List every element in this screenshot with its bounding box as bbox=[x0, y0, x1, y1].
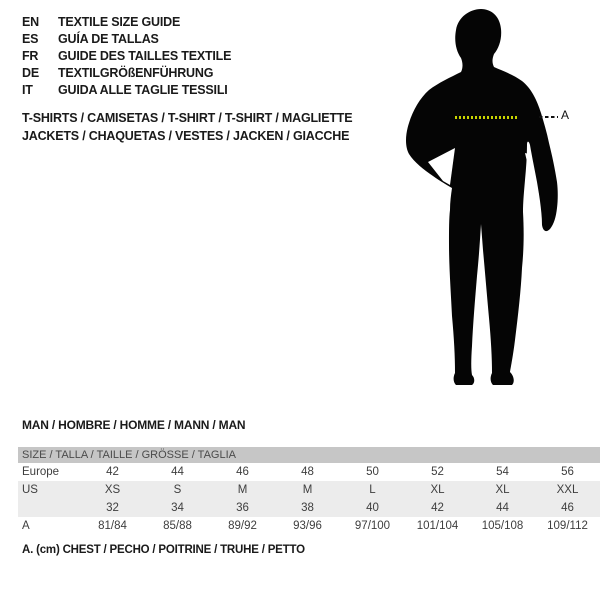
cell: 93/96 bbox=[293, 520, 322, 532]
language-code: DE bbox=[22, 65, 39, 80]
man-silhouette-figure bbox=[398, 4, 574, 392]
language-row bbox=[22, 13, 231, 30]
cell: 32 bbox=[106, 502, 119, 514]
cell: 85/88 bbox=[163, 520, 192, 532]
cell: 89/92 bbox=[228, 520, 257, 532]
size-table-header: SIZE / TALLA / TAILLE / GRÖSSE / TAGLIA bbox=[18, 447, 600, 463]
cell: 40 bbox=[366, 502, 379, 514]
cell: M bbox=[302, 484, 313, 496]
cell: 34 bbox=[171, 502, 184, 514]
cell: 44 bbox=[496, 502, 509, 514]
cell: XXL bbox=[556, 484, 579, 496]
cell: 44 bbox=[171, 466, 184, 478]
language-label: TEXTILGRÖßENFÜHRUNG bbox=[58, 65, 214, 80]
chest-measure-leader bbox=[539, 116, 558, 118]
cell: 101/104 bbox=[416, 520, 459, 532]
cell: 48 bbox=[301, 466, 314, 478]
product-line-tshirts: T-SHIRTS / CAMISETAS / T-SHIRT / T-SHIRT / MAGLIETTE bbox=[22, 111, 353, 125]
row-label: US bbox=[22, 484, 38, 496]
cell: 56 bbox=[561, 466, 574, 478]
language-code: FR bbox=[22, 48, 39, 63]
cell: 97/100 bbox=[354, 520, 391, 532]
cell: 36 bbox=[236, 502, 249, 514]
cell: XL bbox=[495, 484, 510, 496]
cell: 46 bbox=[236, 466, 249, 478]
cell: 42 bbox=[106, 466, 119, 478]
language-label: GUÍA DE TALLAS bbox=[58, 31, 159, 46]
product-categories bbox=[22, 109, 352, 145]
table-row-europe bbox=[18, 463, 600, 481]
language-row bbox=[22, 64, 231, 81]
cell: S bbox=[173, 484, 182, 496]
cell: M bbox=[237, 484, 248, 496]
size-table bbox=[18, 463, 600, 535]
language-row bbox=[22, 81, 231, 98]
language-row bbox=[22, 30, 231, 47]
language-code: EN bbox=[22, 14, 39, 29]
cell: 42 bbox=[431, 502, 444, 514]
table-row-us-numbers bbox=[18, 499, 600, 517]
cell: 50 bbox=[366, 466, 379, 478]
cell: 81/84 bbox=[98, 520, 127, 532]
cell: 52 bbox=[431, 466, 444, 478]
chest-measure-line bbox=[455, 116, 517, 119]
language-code: ES bbox=[22, 31, 39, 46]
measure-label-a: A bbox=[561, 108, 570, 122]
cell: XL bbox=[430, 484, 445, 496]
cell: 109/112 bbox=[547, 520, 588, 532]
cell: 46 bbox=[561, 502, 574, 514]
cell: 105/108 bbox=[481, 520, 524, 532]
table-row-us-letters bbox=[18, 481, 600, 499]
language-row bbox=[22, 47, 231, 64]
row-label: Europe bbox=[22, 466, 60, 478]
cell: 54 bbox=[496, 466, 509, 478]
section-title-man: MAN / HOMBRE / HOMME / MANN / MAN bbox=[22, 418, 246, 432]
language-list bbox=[22, 13, 231, 98]
language-label: GUIDA ALLE TAGLIE TESSILI bbox=[58, 82, 228, 97]
language-label: GUIDE DES TAILLES TEXTILE bbox=[58, 48, 232, 63]
cell: L bbox=[369, 484, 376, 496]
cell: XS bbox=[104, 484, 121, 496]
table-row-chest-a bbox=[18, 517, 600, 535]
row-label: A bbox=[22, 520, 30, 532]
language-code: IT bbox=[22, 82, 33, 97]
cell: 38 bbox=[301, 502, 314, 514]
language-label: TEXTILE SIZE GUIDE bbox=[58, 14, 181, 29]
measurement-footnote: A. (cm) CHEST / PECHO / POITRINE / TRUHE / PETTO bbox=[22, 544, 305, 556]
product-line-jackets: JACKETS / CHAQUETAS / VESTES / JACKEN / GIACCHE bbox=[22, 129, 350, 143]
